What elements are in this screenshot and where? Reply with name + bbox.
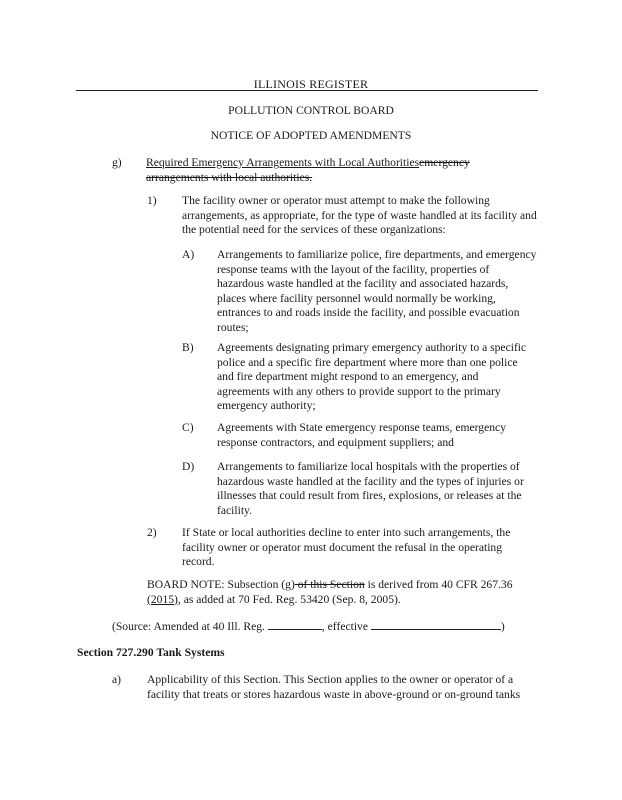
- note-prefix: BOARD NOTE: Subsection (g): [147, 578, 295, 591]
- subsection-g-text: [146, 156, 526, 185]
- item-2-text: If State or local authorities decline to enter into such arrangements, the facility owner or operator must document the refusal in the operating record.: [182, 526, 511, 569]
- g-heading-struck-1: emergency: [419, 156, 470, 169]
- g-heading-underlined: Required Emergency Arrangements with Local Authorities: [146, 156, 420, 169]
- note-struck: of this Section: [294, 578, 365, 591]
- sub-c-text: Agreements with State emergency response teams, emergency response contractors, and equipment suppliers; and: [217, 421, 506, 449]
- sub-b-label: B): [182, 341, 194, 354]
- item-2-label: 2): [147, 526, 157, 539]
- sub-a-label: A): [182, 248, 195, 261]
- source-effective-blank: [371, 619, 501, 630]
- section-heading: Section 727.290 Tank Systems: [77, 646, 225, 659]
- item-a-line-2: facility that treats or stores hazardous waste in above-ground or on-ground tanks: [147, 687, 521, 701]
- subsection-g-label: g): [112, 156, 122, 169]
- item-1-text: The facility owner or operator must attempt to make the following arrangements, as appropriate, for the type of waste handled at its facility and the potential need for the services of these organizations:: [182, 194, 537, 237]
- source-reg-blank: [268, 619, 322, 630]
- note-underlined: (2015): [147, 592, 178, 606]
- header-rule: [76, 90, 538, 91]
- item-a-line-1: Applicability of this Section. This Section applies to the owner or operator of a: [147, 673, 514, 686]
- sub-d-label: D): [182, 460, 195, 473]
- note-middle: is derived from 40 CFR 267.36: [364, 578, 513, 591]
- board-title: POLLUTION CONTROL BOARD: [228, 104, 394, 117]
- note-suffix: , as added at 70 Fed. Reg. 53420 (Sep. 8, 2005).: [177, 592, 401, 606]
- source-middle: , effective: [321, 620, 368, 633]
- sub-b-text: Agreements designating primary emergency authority to a specific police and a specific fire department where more than one police and fire department might respond to an emergency, and agreements with any others to provide support to the primary emergency authority;: [217, 341, 527, 413]
- sub-d-text: Arrangements to familiarize local hospitals with the properties of hazardous waste handled at the facility and the types of injuries or illnesses that could result from fires, explosions, or releases at the facility.: [217, 460, 524, 517]
- register-title: ILLINOIS REGISTER: [253, 77, 369, 91]
- source-prefix: (Source: Amended at 40 Ill. Reg.: [112, 620, 265, 633]
- source-end: ): [500, 620, 505, 633]
- source-line: [112, 619, 542, 635]
- item-a-text: [147, 673, 547, 702]
- sub-a-text: Arrangements to familiarize police, fire departments, and emergency response teams with the layout of the facility, properties of hazardous waste handled at the facility and associated hazards, places where facility personnel would normally be working, entrances to and roads inside the facility, and possible evacuation routes;: [217, 248, 537, 334]
- notice-title: NOTICE OF ADOPTED AMENDMENTS: [210, 129, 412, 142]
- board-note: [147, 578, 542, 607]
- item-1-label: 1): [147, 194, 157, 207]
- g-heading-struck-2: arrangements with local authorities.: [146, 170, 313, 184]
- sub-c-label: C): [182, 421, 194, 434]
- item-a-label: a): [112, 673, 122, 686]
